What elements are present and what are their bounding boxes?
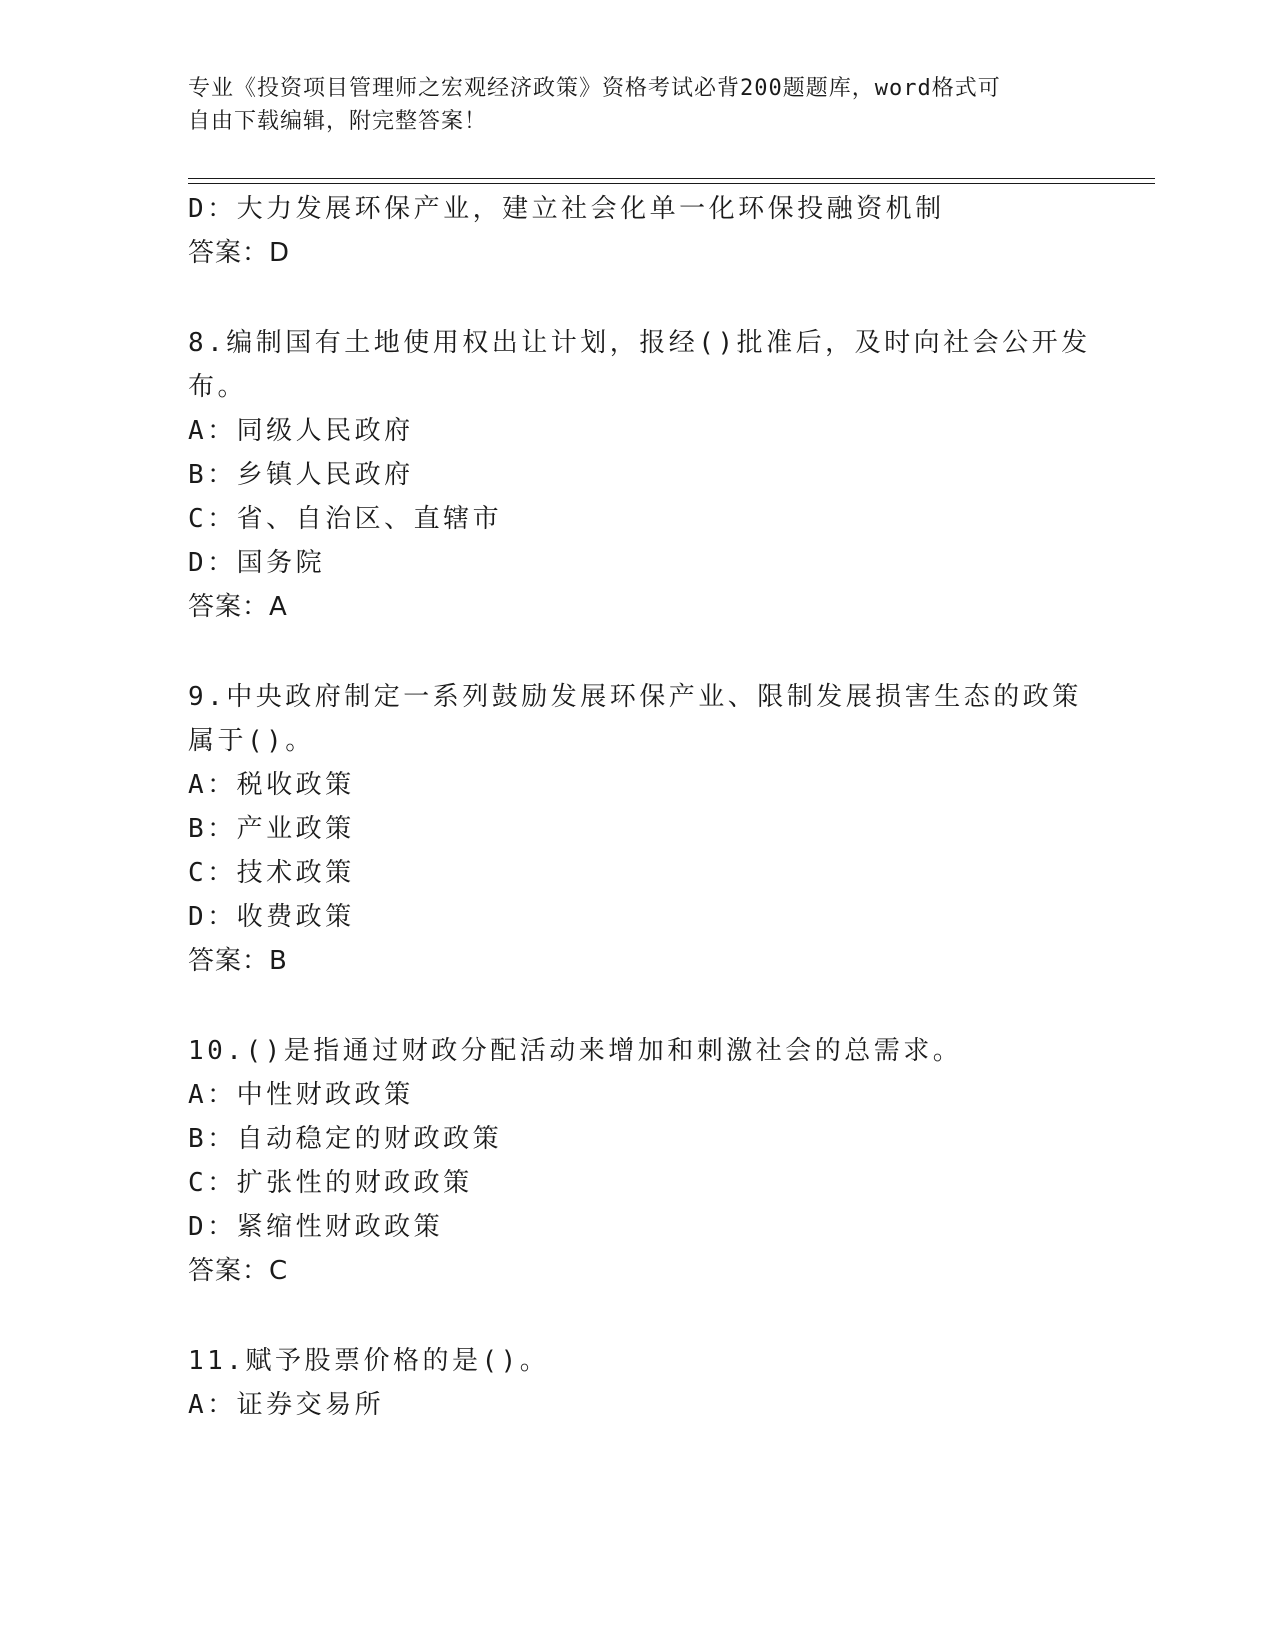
header-divider-top — [188, 178, 1155, 179]
q8-text-line1: 8.编制国有土地使用权出让计划，报经()批准后，及时向社会公开发 — [188, 328, 1091, 358]
header-line-2: 自由下载编辑，附完整答案！ — [188, 109, 488, 134]
q9-option-c: C：技术政策 — [188, 858, 355, 888]
q10-answer: 答案：C — [188, 1256, 289, 1286]
q8-option-c: C：省、自治区、直辖市 — [188, 504, 503, 534]
q9-text-line1: 9.中央政府制定一系列鼓励发展环保产业、限制发展损害生态的政策 — [188, 682, 1082, 712]
prev-answer: 答案：D — [188, 238, 291, 268]
q10-option-d: D：紧缩性财政政策 — [188, 1212, 444, 1242]
q8-answer: 答案：A — [188, 592, 288, 622]
q10-option-c: C：扩张性的财政政策 — [188, 1168, 473, 1198]
q8-option-b: B：乡镇人民政府 — [188, 460, 414, 490]
q9-option-b: B：产业政策 — [188, 814, 355, 844]
header-divider-bottom — [188, 183, 1155, 184]
q8-text-line2: 布。 — [188, 372, 248, 402]
q11-option-a: A：证券交易所 — [188, 1390, 385, 1420]
q9-option-a: A：税收政策 — [188, 770, 355, 800]
prev-option-d: D：大力发展环保产业，建立社会化单一化环保投融资机制 — [188, 194, 945, 224]
q11-text-line1: 11.赋予股票价格的是()。 — [188, 1346, 550, 1376]
q9-answer: 答案：B — [188, 946, 288, 976]
header-line-1: 专业《投资项目管理师之宏观经济政策》资格考试必背200题题库，word格式可 — [188, 76, 1001, 101]
q9-text-line2: 属于()。 — [188, 726, 315, 756]
q10-option-b: B：自动稳定的财政政策 — [188, 1124, 503, 1154]
q9-option-d: D：收费政策 — [188, 902, 355, 932]
q8-option-a: A：同级人民政府 — [188, 416, 414, 446]
q10-text-line1: 10.()是指通过财政分配活动来增加和刺激社会的总需求。 — [188, 1036, 963, 1066]
q10-option-a: A：中性财政政策 — [188, 1080, 414, 1110]
q8-option-d: D：国务院 — [188, 548, 326, 578]
document-header — [188, 72, 1088, 138]
